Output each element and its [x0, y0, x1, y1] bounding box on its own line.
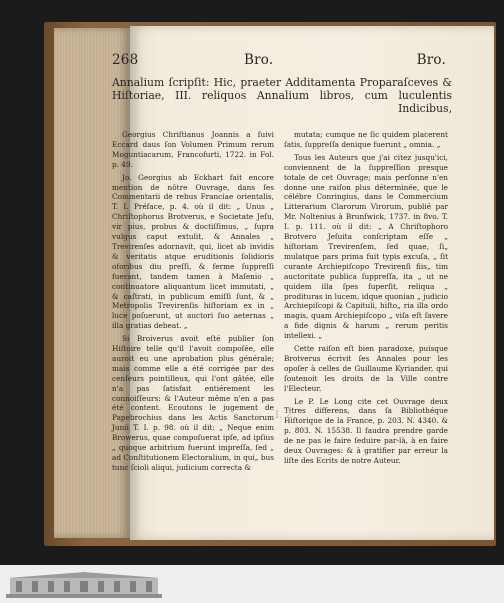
left-paragraph-1: Georgius Chriſtianus Joannis a ſuivi Eccard daus ſon Volumen Primum rerum Moguntiacarum, Francofurti, 1722. in Fol. p. 49.: [112, 130, 274, 169]
left-column: [112, 130, 274, 473]
left-paragraph-3: Si Broiverus avoit eſté publier ſon Hiſtoire telle qu'il l'avoit compoſée, elle auroit eu une aprobation plus générale; mais comme elle a été corrigée par des cenſeurs pointilleux, qui l'ont gâtée, elle n'a pas ſatisfait entiérement les connoiſſeurs: & l'Auteur même n'en a pas été content. Ecoutons le jugement de Papebrochius dans les Actis Sanctorum Junii T. I. p. 98. où il dit: „ Neque enim Browerus, quae compoſuerat ipſe, ad ipſius „ quoque arbitrium fuerunt impreſſa, ſed „ ad Conſtitutionem Electoralium, in qui„ bus tunc ſcioli aliqui, judicium correcta &: [112, 334, 274, 472]
right-paragraph-2: Tous les Auteurs que j'ai citez jusqu'ici, conviennent de la ſuppreſſion presque totale de cet Ouvrage; mais perſonne n'en donne une raiſon plus déterminée, que le célébre Conringius, dans le Commercium Litterarium Clarorum Virorum, publié par Mr. Noltenius à Brunſwick, 1737. in 8vo. T. I. p. 111. où il dit: „ A Chriſtophoro Brotvero Jeſuita conſcriptam eſſe „ hiſtoriam Trevirenſem, ſed quae, ſi„ mulatque pars prima fuit typis excuſa, „ ſit curante Archiepiſcopo Trevirenſi fiis„ tim auctoritate publica ſuppreſſa, ita „ ut ne quidem illa ſpes ſuperſit, reliqua „ prodituras in lucem, idque quonian „ judicio Archiepiſcopi & Capituli, hiſto„ ria illa ordo magis, quam Archiepiſcopo „ viſa eſt ſavere a fide dignis & harum „ rerum peritis intellexi. „: [284, 152, 448, 341]
running-head-left: Bro.: [244, 52, 274, 68]
title-paragraph: Annalium ſcripſit: Hic, praeter Additamenta Proparaſceves & Hiſtoriae, III. reliquos Annalium libros, cum luculentis Indicibus,: [112, 76, 452, 115]
library-building-logo-icon: [4, 572, 164, 600]
running-header: [108, 52, 452, 70]
right-paragraph-4: Le P. Le Long cite cet Ouvrage deux Titres differens, dans ſa Bibliothéque Hiſtorique de la France, p. 203. N. 4340. & p. 803. N. 15538. Il faudra prendre garde de ne pas le faire ſeduire par-là, à en faire deux Ouvrages: & à gratifier par erreur la liſte des Ecrits de notre Auteur.: [284, 396, 448, 465]
right-column: [284, 130, 448, 466]
running-head-right: Bro.: [416, 52, 446, 68]
marginal-mark: I. 2: [275, 410, 292, 421]
page-number: 268: [112, 52, 139, 68]
right-paragraph-3: Cette raiſon eſt bien paradoxe, puisque Brotverus écrivit ſes Annales pour les opoſer à celles de Guillaume Kyriander, qui ſoutenoit les droits de la Ville contre l'Electeur.: [284, 344, 448, 393]
right-paragraph-1: mutata; cumque ne ſic quidem placerent ſatis, ſuppreſſa denique fuerunt „ omnia. „: [284, 130, 448, 149]
left-paragraph-2: Jo. Georgius ab Eckhart fait encore mention de nôtre Ouvrage, dans ſes Commentarii de rebus Franciae orientalis, T. I. Préface, p. 4. où il dit: „ Unus „ Chriſtophorus Brotverus, e Societate Jeſu, vir pius, probus & doctiſſimus, „ ſupra vulgus caput extulit, & Annales „ Trevirenſes adornavit, qui, licet ab invidis & veritatis atque eruditionis ſolidioris oforibus diu preſſi, & ferme ſuppreſſi fuerant, tandem tamen à Maſenio „ continuatore aliquantum licet immutati, „ & caſtrati, in publicum emiſſi ſunt, & „ Metropolis Trevirenſis hiſtoriam ex in „ luce poſuerunt, ut auctori ſuo aeternas „ illa gratias debeat. „: [112, 172, 274, 331]
